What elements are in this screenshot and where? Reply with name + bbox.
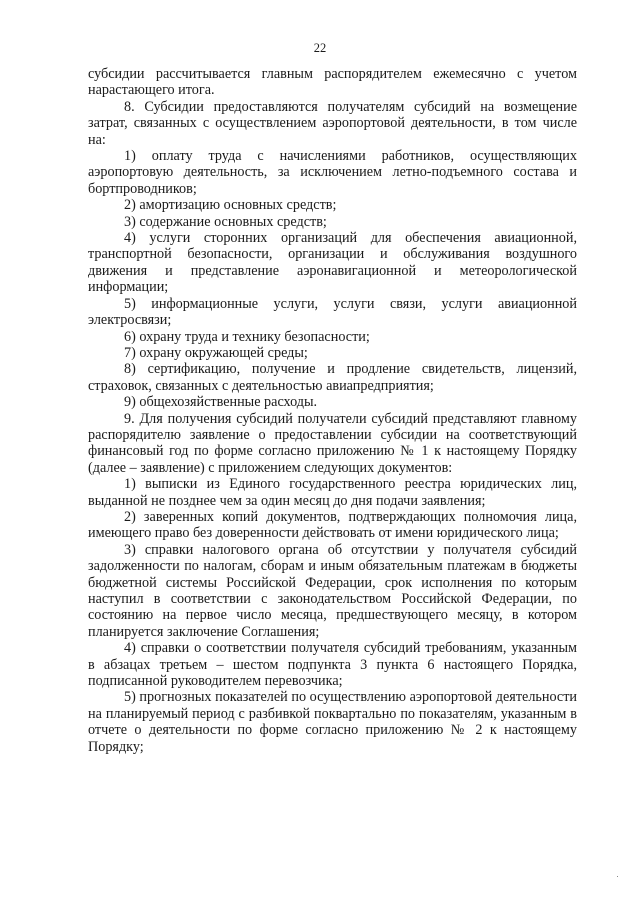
list-item-8-1: 1) оплату труда с начислениями работников, осуществляющих аэропортовую деятельность, за исключением летно-подъемного состава и бортпроводников;: [88, 148, 577, 197]
paragraph-continuation: субсидии рассчитывается главным распорядителем ежемесячно с учетом нарастающего итога.: [88, 66, 577, 99]
list-item-9-1: 1) выписки из Единого государственного реестра юридических лиц, выданной не позднее чем за один месяц до дня подачи заявления;: [88, 476, 577, 509]
page-number: 22: [313, 41, 327, 55]
list-item-8-5: 5) информационные услуги, услуги связи, услуги авиационной электросвязи;: [88, 295, 577, 329]
list-item-9-3: 3) справки налогового органа об отсутствии у получателя субсидий задолженности по налогам, сборам и иным обязательным платежам в бюджеты бюджетной системы Российской Федерации, срок исполнения по которым наступил в соответствии с законодательством Российской Федерации, по состоянию на первое число месяца, предшествующего месяцу, в котором планируется заключение Соглашения;: [88, 541, 577, 640]
document-body: [88, 66, 577, 755]
scan-speck: [617, 876, 618, 877]
list-item-9-4: 4) справки о соответствии получателя субсидий требованиям, указанным в абзацах третьем – шестом подпункта 3 пункта 6 настоящего Порядка, подписанной руководителем перевозчика;: [88, 640, 577, 690]
list-item-9-2: 2) заверенных копий документов, подтверждающих полномочия лица, имеющего право без доверенности действовать от имени юридического лица;: [88, 508, 577, 542]
paragraph-clause-9: 9. Для получения субсидий получатели субсидий представляют главному распорядителю заявление о предоставлении субсидии на соответствующий финансовый год по форме согласно приложению № 1 к настоящему Порядку (далее – заявление) с приложением следующих документов:: [88, 410, 577, 476]
list-item-8-9: 9) общехозяйственные расходы.: [124, 394, 318, 411]
list-item-8-4: 4) услуги сторонних организаций для обеспечения авиационной, транспортной безопасности, организации и обслуживания воздушного движения и представление аэронавигационной и метеорологической информации;: [88, 230, 577, 296]
paragraph-clause-8: 8. Субсидии предоставляются получателям субсидий на возмещение затрат, связанных с осуществлением аэропортовой деятельности, в том числе на:: [88, 98, 577, 148]
list-item-8-3: 3) содержание основных средств;: [124, 213, 327, 230]
list-item-8-6: 6) охрану труда и технику безопасности;: [124, 328, 370, 345]
list-item-8-2: 2) амортизацию основных средств;: [124, 197, 337, 214]
list-item-9-5: 5) прогнозных показателей по осуществлению аэропортовой деятельности на планируемый период с разбивкой поквартально по показателям, указанным в отчете о деятельности по форме согласно приложению № 2 к настоящему Порядку;: [88, 689, 577, 755]
list-item-8-8: 8) сертификацию, получение и продление свидетельств, лицензий, страховок, связанных с деятельностью авиапредприятия;: [88, 361, 577, 394]
list-item-8-7: 7) охрану окружающей среды;: [124, 344, 308, 361]
